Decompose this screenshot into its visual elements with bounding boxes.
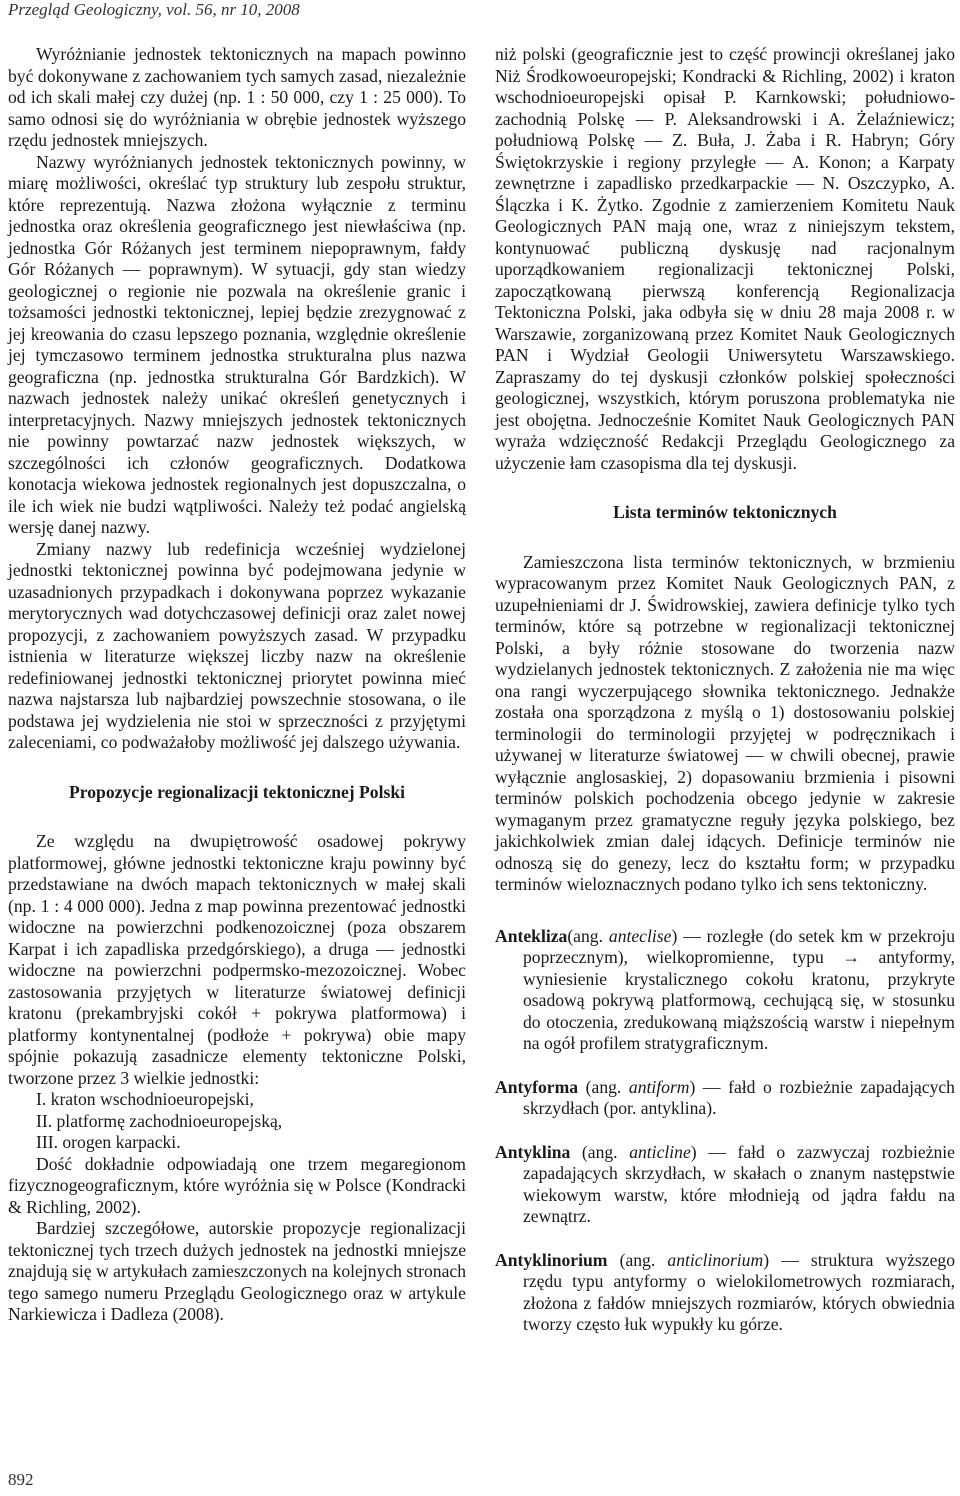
term-entry: [495, 926, 955, 1055]
term-definition: ) — fałd o rozbieżnie zapadających skrzydłach (por. antyklina).: [523, 1076, 955, 1118]
term-ang: (ang.: [607, 1249, 668, 1270]
section-heading: Propozycje regionalizacji tektonicznej Polski: [69, 781, 405, 802]
list-item: I. kraton wschodnioeuropejski,: [36, 1089, 254, 1109]
journal-header: Przegląd Geologiczny, vol. 56, nr 10, 2008: [8, 0, 300, 19]
term-name: Antyklina: [495, 1141, 571, 1162]
term-definition: ) — rozległe (do setek km w przekroju poprzecznym), wielkopromienne, typu → antyformy, wyniesienie krystalicznego cokołu kratonu, przykryte osadową pokrywą platformową, cechującą się, w stosunku do otoczenia, zredukowaną miąższością warstw i niepełnym na ogół profilem stratygraficznym.: [523, 925, 955, 1053]
paragraph: niż polski (geograficznie jest to część prowincji określanej jako Niż Środkowoeuropejski; Kondracki & Richling, 2002) i kraton wschodnioeuropejski opisał P. Karnkowski; południowo-zachodnią Polskę — P. Aleksandrowski i A. Żelaźniewicz; południową Polskę — Z. Buła, J. Żaba i R. Habryn; Góry Świętokrzyskie i regiony przyległe — A. Konon; a Karpaty zewnętrzne i zapadlisko przedkarpackie — N. Oszczypko, A. Ślączka i K. Żytko. Zgodnie z zamierzeniem Komitetu Nauk Geologicznych PAN mają one, wraz z niniejszym tekstem, kontynuować publiczną dyskusję nad racjonalnym uporządkowaniem regionalizacji tektonicznej Polski, zapoczątkowaną pierwszą konferencją Regionalizacja Tektoniczna Polski, jaka odbyła się w dniu 28 maja 2008 r. w Warszawie, zorganizowaną przez Komitet Nauk Geologicznych PAN i Wydział Geologii Uniwersytetu Warszawskiego. Zapraszamy do tej dyskusji członków polskiej społeczności geologicznej, wszystkich, którym poruszona problematyka nie jest obojętna. Jednocześnie Komitet Nauk Geologicznych PAN wyraża wdzięczność Redakcji Przeglądu Geologicznego za użyczenie łam czasopisma dla tej dyskusji.: [495, 44, 955, 473]
term-entry: [495, 1077, 955, 1120]
term-definition: ) — fałd o zazwyczaj rozbieżnie zapadających skrzydłach, w skałach o znanym następstwie wiekowym warstw, które młodnieją od jądra fałdu na zewnątrz.: [523, 1141, 955, 1226]
term-english: anteclise: [608, 925, 672, 946]
list-item: II. platformę zachodnioeuropejską,: [36, 1110, 283, 1131]
unit-list: [8, 1089, 466, 1154]
paragraph: Ze względu na dwupiętrowość osadowej pokrywy platformowej, główne jednostki tektoniczne kraju powinny być przedstawiane na dwóch mapach tektonicznych w małej skali (np. 1 : 4 000 000). Jedna z map powinna prezentować jednostki widoczne na powierzchni podkenozoicznej (poza obszarem Karpat i ich zapadliska przedgórskiego), a druga — jednostki widoczne na powierzchni podpermsko-mezozoicznej. Wobec zastosowania przyjętych w literaturze światowej definicji kratonu (prekambryjski cokół + pokrywa platformowa) i platformy kontynentalnej (podłoże + pokrywa) obie mapy spójnie pokazują zasadnicze elementy tektoniczne Polski, tworzone przez 3 wielkie jednostki:: [8, 831, 466, 1088]
page-number: 892: [8, 1470, 34, 1489]
paragraph: Zmiany nazwy lub redefinicja wcześniej wydzielonej jednostki tektonicznej powinna być podejmowana jedynie w uzasadnionych przypadkach i dokonywana poprzez wykazanie merytorycznych wad dotychczasowej definicji oraz zalet nowej propozycji, z zachowaniem powyższych zasad. W przypadku istnienia w literaturze większej liczby nazw na określenie redefiniowanej jednostki tektonicznej priorytet powinna mieć nazwa najstarsza lub najbardziej powszechnie stosowana, o ile podstawa jej wydzielenia nie stoi w sprzeczności z przyjętymi zaleceniami, co podważałoby możliwość jej dalszego używania.: [8, 538, 466, 752]
list-item: III. orogen karpacki.: [36, 1132, 181, 1152]
paragraph: Zamieszczona lista terminów tektonicznych, w brzmieniu wypracowanym przez Komitet Nauk Geologicznych PAN, z uzupełnieniami dr J. Świdrowskiej, zawiera definicje tylko tych terminów, które są potrzebne w regionalizacji tektonicznej Polski, a były różnie stosowane do tworzenia nazw wydzielanych jednostek tektonicznych. Z założenia nie ma więc ona rangi wyczerpującego słownika tektonicznego. Jednakże została ona sporządzona z myślą o 1) dostosowaniu polskiej terminologii do terminologii przyjętej w podręcznikach i używanej w literaturze światowej — w chwili obecnej, prawie wyłącznie anglosaskiej, 2) dopasowaniu brzmienia i pisowni terminów polskich pochodzenia obcego jedynie w zakresie wymaganym przez gramatyczne reguły języka polskiego, bez jakichkolwiek zmian dalej idących. Definicje terminów nie odnoszą się do genezy, lecz do kształtu form; w przypadku terminów wieloznacznych podano tylko ich sens tektoniczny.: [495, 551, 955, 894]
term-entry: [495, 1142, 955, 1228]
paragraph: Dość dokładnie odpowiadają one trzem megaregionom fizycznogeograficznym, które wyróżnia się w Polsce (Kondracki & Richling, 2002).: [8, 1153, 466, 1217]
paragraph: Nazwy wyróżnianych jednostek tektonicznych powinny, w miarę możliwości, określać typ struktury lub zespołu struktur, które reprezentują. Nazwa złożona wyłącznie z terminu jednostka oraz określenia geograficznego jest niewłaściwa (np. jednostka Gór Różanych jest terminem niepoprawnym, fałdy Gór Różanych — poprawnym). W sytuacji, gdy stan wiedzy geologicznej o regionie nie pozwala na określenie granic i tożsamości jednostki tektonicznej, lepiej będzie zrezygnować z jej kreowania do czasu lepszego poznania, względnie określenie jej tymczasowo terminem jednostka strukturalna plus nazwa geograficzna (np. jednostka strukturalna Gór Bardzkich). W nazwach jednostek należy unikać określeń genetycznych i interpretacyjnych. Nazwy mniejszych jednostek tektonicznych nie powinny powtarzać nazw jednostek większych, w szczególności ich członów geograficznych. Dodatkowa konotacja wiekowa jednostek regionalnych jest dopuszczalna, o ile ich wiek nie budzi wątpliwości. Należy też podać angielską wersję danej nazwy.: [8, 151, 466, 537]
term-definition: ) — struktura wyższego rzędu typu antyformy o wielokilometrowych rozmiarach, złożona z fałdów mniejszych rozmiarów, których obwiednia tworzy często łuk wypukły ku górze.: [523, 1249, 955, 1334]
left-column: [8, 44, 466, 1326]
term-ang: (ang.: [567, 925, 609, 946]
term-english: anticlinorium: [667, 1249, 764, 1270]
term-name: Antyforma: [495, 1076, 579, 1097]
paragraph: Bardziej szczegółowe, autorskie propozycje regionalizacji tektonicznej tych trzech dużych jednostek na jednostki mniejsze znajdują się w artykułach zamieszczonych na kolejnych stronach tego samego numeru Przeglądu Geologicznego oraz w artykule Narkiewicza i Dadleza (2008).: [8, 1218, 466, 1324]
term-ang: (ang.: [578, 1076, 629, 1097]
right-column: [495, 44, 955, 1336]
term-name: Antekliza: [495, 925, 568, 946]
term-name: Antyklinorium: [495, 1249, 608, 1270]
term-english: antiform: [628, 1076, 690, 1097]
section-heading: Lista terminów tektonicznych: [613, 502, 837, 522]
paragraph: Wyróżnianie jednostek tektonicznych na mapach powinno być dokonywane z zachowaniem tych samych zasad, niezależnie od ich skali małej czy dużej (np. 1 : 50 000, czy 1 : 25 000). To samo odnosi się do wyróżniania w obrębie jednostek wyższego rzędu jednostek mniejszych.: [8, 44, 466, 150]
term-english: anticline: [629, 1141, 691, 1162]
term-ang: (ang.: [570, 1141, 630, 1162]
term-entry: [495, 1250, 955, 1336]
